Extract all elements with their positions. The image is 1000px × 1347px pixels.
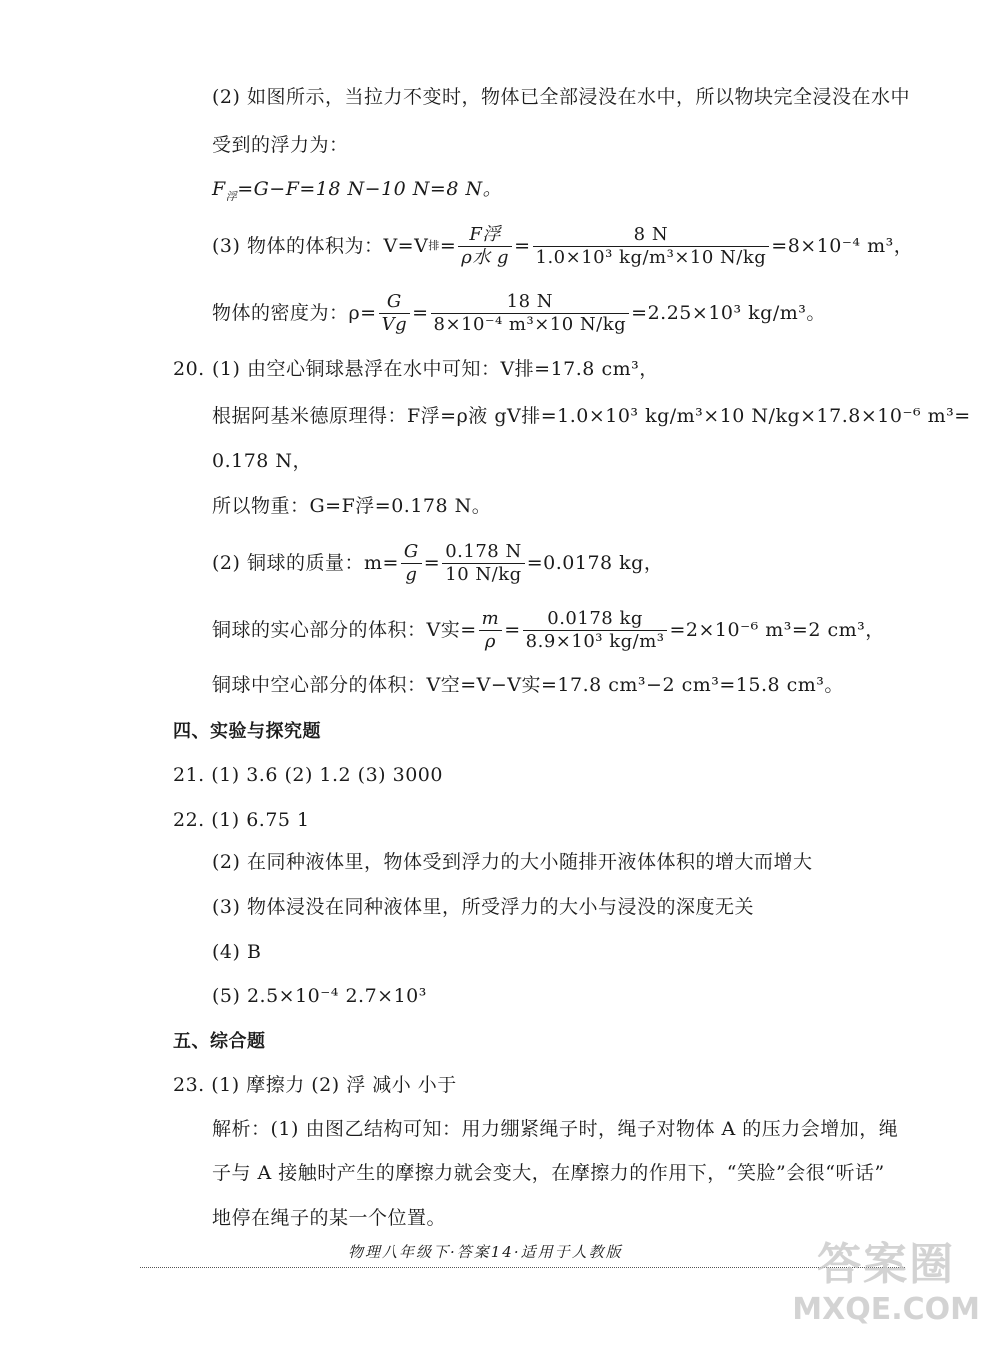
q19-volume-equation: (3) 物体的体积为：V=V 排 = $\frac{\text{F浮}}{\text{ρ水 g}}$ = $\frac{8 N}{\text{1.0×10³ kg/m³×10 N/kg}}$ =8×10⁻⁴ m³， — [212, 223, 914, 268]
q20-line2: 根据阿基米德原理得：F浮=ρ液 gV排=1.0×10³ kg/m³×10 N/kg×17.8×10⁻⁶ m³= — [212, 405, 971, 427]
q22-line1: 22. (1) 6.75 1 — [173, 809, 310, 831]
q19-part2-line1: (2) 如图所示，当拉力不变时，物体已全部浸没在水中，所以物块完全浸没在水中 — [212, 86, 910, 108]
q20-number: 20. — [173, 358, 205, 380]
watermark-logo: 答案圈 MXQE.COM — [792, 1239, 980, 1327]
q23-line4: 地停在绳子的某一个位置。 — [212, 1207, 447, 1229]
q19-part2-line2: 受到的浮力为： — [212, 134, 349, 156]
q23-line1: 23. (1) 摩擦力 (2) 浮 减小 小于 — [173, 1074, 457, 1096]
q22-line5: (5) 2.5×10⁻⁴ 2.7×10³ — [212, 985, 427, 1007]
section-4-heading: 四、实验与探究题 — [173, 721, 321, 742]
fraction: $\frac{8 N}{\text{1.0×10³ kg/m³×10 N/kg}}$ — [533, 224, 770, 269]
q19-buoyancy-equation: $F_浮=G-F=18$ N−10 N=8 N。 — [212, 178, 503, 203]
q23-line2: 解析：(1) 由图乙结构可知：用力绷紧绳子时，绳子对物体 A 的压力会增加，绳 — [212, 1118, 899, 1140]
fraction: $\frac{m}{\rho}$ — [479, 608, 503, 653]
q22-line2: (2) 在同种液体里，物体受到浮力的大小随排开液体体积的增大而增大 — [212, 851, 813, 873]
footer-label: 物理八年级下·答案14·适用于人教版 — [340, 1241, 631, 1262]
section-5-heading: 五、综合题 — [173, 1031, 266, 1052]
q20-hollow-volume: 铜球中空心部分的体积：V空=V−V实=17.8 cm³−2 cm³=15.8 cm³。 — [212, 674, 844, 696]
q22-line3: (3) 物体浸没在同种液体里，所受浮力的大小与浸没的深度无关 — [212, 896, 754, 918]
fraction: $\frac{18 N}{\text{8×10⁻⁴ m³×10 N/kg}}$ — [431, 291, 630, 336]
fraction: $\frac{0.0178 kg}{\text{8.9×10³ kg/m³}}$ — [523, 608, 668, 653]
fraction: $\frac{G}{g}$ — [401, 541, 422, 586]
fraction: $\frac{0.178 N}{10 N/kg}$ — [442, 541, 525, 586]
q20-solid-volume-equation: 铜球的实心部分的体积：V实= $\frac{m}{\rho}$ = $\frac{0.0178 kg}{\text{8.9×10³ kg/m³}}$ =2×10⁻⁶ m³=2 cm³， — [212, 607, 885, 652]
fraction: $\frac{\text{F浮}}{\text{ρ水 g}}$ — [458, 224, 512, 269]
q22-line4: (4) B — [212, 941, 262, 963]
q21-answer: 21. (1) 3.6 (2) 1.2 (3) 3000 — [173, 764, 443, 786]
q23-line3: 子与 A 接触时产生的摩擦力就会变大，在摩擦力的作用下，“笑脸”会很“听话” — [212, 1162, 885, 1184]
q20-mass-equation: (2) 铜球的质量：m= $\frac{G}{g}$ = $\frac{0.178 N}{10 N/kg}$ =0.0178 kg， — [212, 540, 664, 585]
fraction: $\frac{G}{Vg}$ — [379, 291, 411, 336]
q20-line4: 所以物重：G=F浮=0.178 N。 — [212, 495, 492, 517]
q20-line3: 0.178 N， — [212, 450, 313, 472]
q19-density-equation: 物体的密度为：ρ= $\frac{G}{Vg}$ = $\frac{18 N}{\text{8×10⁻⁴ m³×10 N/kg}}$ =2.25×10³ kg/m³。 — [212, 290, 826, 335]
q20-line1: (1) 由空心铜球悬浮在水中可知：V排=17.8 cm³， — [212, 358, 659, 380]
